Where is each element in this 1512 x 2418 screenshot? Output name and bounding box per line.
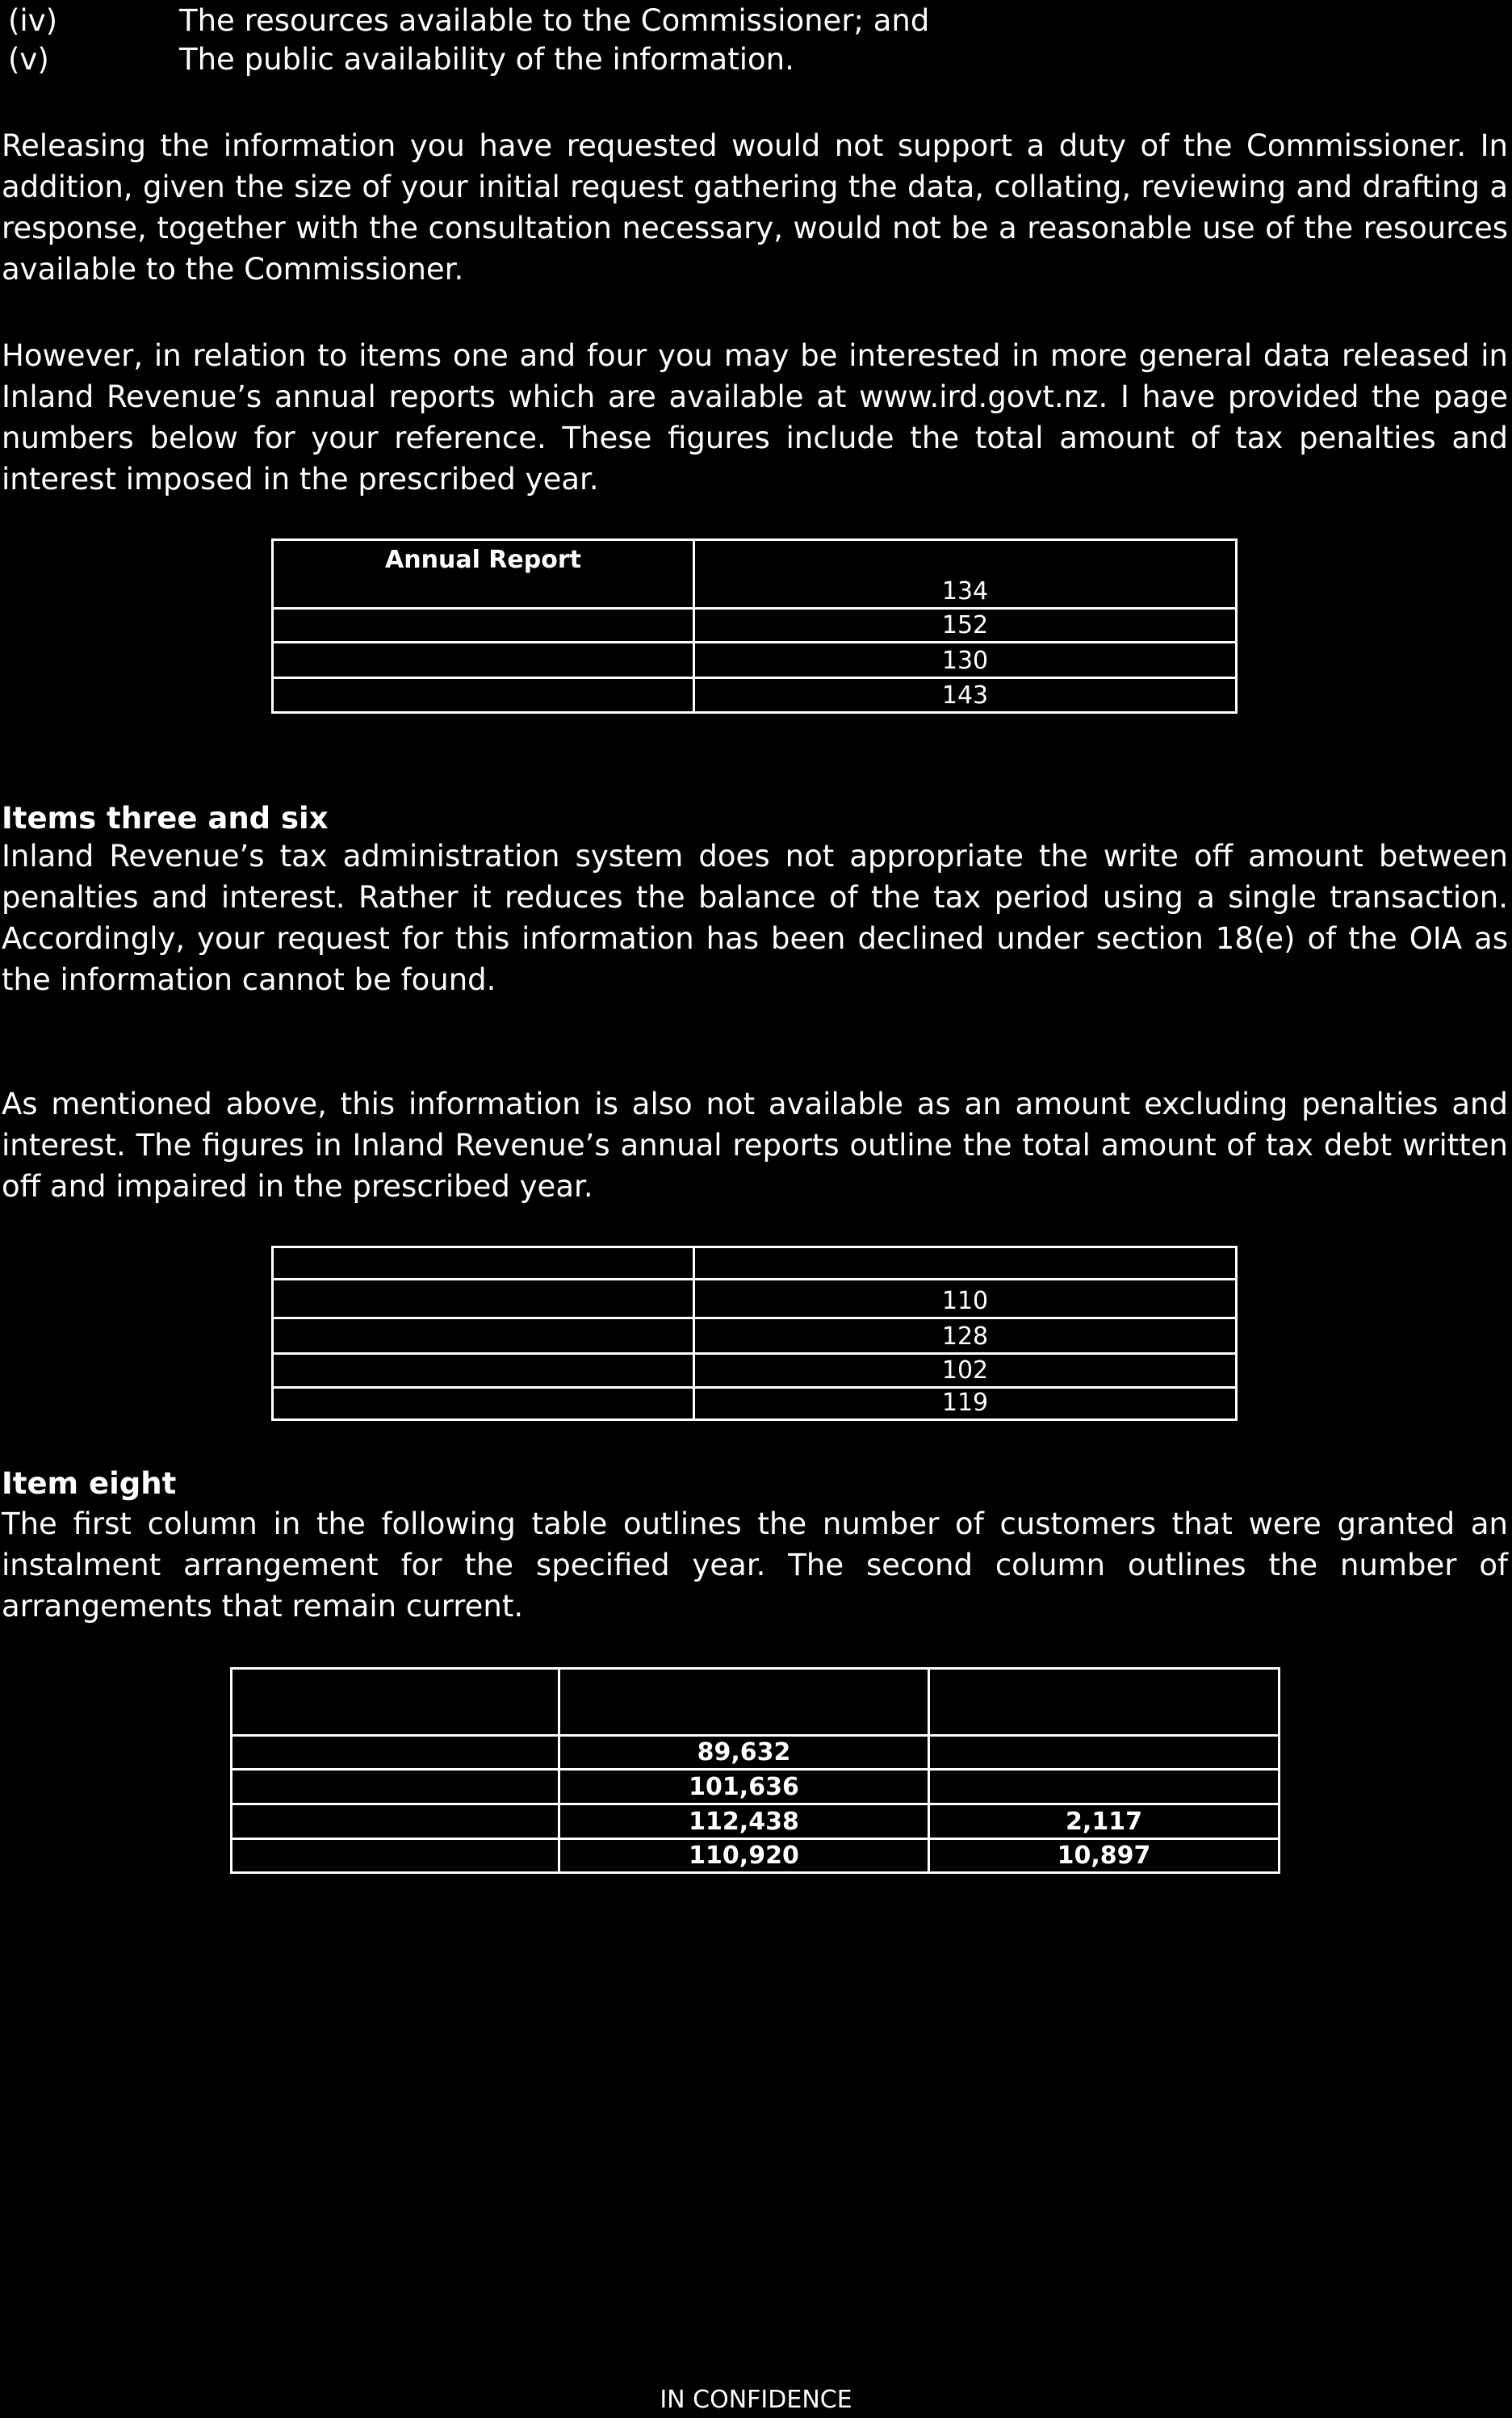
table-cell (273, 609, 694, 643)
table-cell: 2,117 (929, 1804, 1280, 1839)
table-cell (273, 678, 694, 713)
paragraph: As mentioned above, this information is also not available as an amount excluding penalties and interest. The figures in Inland Revenue’s annual reports outline the total amount of tax debt written off and impaired in the prescribed year. (2, 1087, 1508, 1204)
section-heading: Item eight (2, 1466, 177, 1501)
list-text: The public availability of the information. (179, 42, 794, 77)
list-item (8, 39, 794, 80)
list-item (8, 0, 929, 41)
table-cell: 152 (694, 609, 1237, 643)
paragraph: Releasing the information you have requested would not support a duty of the Commissioner. In addition, given the size of your initial request gathering the data, collating, reviewing and drafting a response, together with the consultation necessary, would not be a reasonable use of the resources available to the Commissioner. (2, 128, 1508, 287)
table-cell: 134 (694, 540, 1237, 609)
table-cell: 102 (694, 1354, 1237, 1388)
table-header: Annual Report (273, 540, 694, 609)
table-cell: 130 (694, 643, 1237, 678)
table-cell (559, 1669, 929, 1736)
section-heading: Items three and six (2, 801, 329, 836)
table-cell (273, 1354, 694, 1388)
table-cell (232, 1770, 559, 1804)
table-cell (232, 1736, 559, 1770)
table-cell: 110,920 (559, 1839, 929, 1873)
footer-classification: IN CONFIDENCE (660, 2386, 852, 2414)
table-cell (232, 1804, 559, 1839)
table-cell (273, 643, 694, 678)
list-number: (iv) (8, 3, 58, 38)
table-cell (694, 1247, 1237, 1280)
table-cell: 110 (694, 1280, 1237, 1318)
list-text: The resources available to the Commissioner; and (179, 3, 930, 38)
paragraph: The first column in the following table outlines the number of customers that were granted an instalment arrangement for the specified year. The second column outlines the number of arrangements that remain current. (2, 1507, 1508, 1624)
table-cell (929, 1770, 1280, 1804)
table-cell: 143 (694, 678, 1237, 713)
table-cell: 128 (694, 1318, 1237, 1354)
table-cell (273, 1388, 694, 1420)
table-cell: 119 (694, 1388, 1237, 1420)
paragraph: However, in relation to items one and four you may be interested in more general data released in Inland Revenue’s annual reports which are available at www.ird.govt.nz. I have provided the page numbers below for your reference. These figures include the total amount of tax penalties and interest imposed in the prescribed year. (2, 338, 1508, 497)
paragraph: Inland Revenue’s tax administration system does not appropriate the write off amount between penalties and interest. Rather it reduces the balance of the tax period using a single transaction. Accordingly, your request for this information has been declined under section 18(e) of the OIA as the information cannot be found. (2, 839, 1508, 997)
table-cell: 89,632 (559, 1736, 929, 1770)
annual-report-table-2 (271, 1246, 1238, 1421)
table-cell (273, 1280, 694, 1318)
instalment-arrangements-table (230, 1667, 1280, 1874)
table-cell (273, 1247, 694, 1280)
table-cell (929, 1736, 1280, 1770)
table-cell: 10,897 (929, 1839, 1280, 1873)
annual-report-table-1 (271, 538, 1238, 714)
table-cell (929, 1669, 1280, 1736)
table-cell (273, 1318, 694, 1354)
table-cell (232, 1839, 559, 1873)
table-cell: 101,636 (559, 1770, 929, 1804)
table-cell: 112,438 (559, 1804, 929, 1839)
list-number: (v) (8, 42, 49, 77)
table-cell (232, 1669, 559, 1736)
